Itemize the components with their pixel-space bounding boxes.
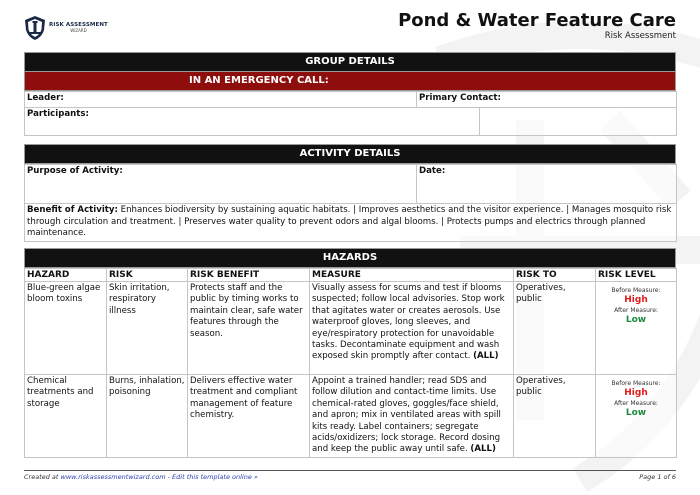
- emergency-call-bar: IN AN EMERGENCY CALL:: [24, 72, 676, 91]
- participants-extra-field[interactable]: [480, 108, 677, 136]
- footer-divider: [24, 470, 676, 471]
- benefit-text: Enhances biodiversity by sustaining aquatic habitats. | Improves aesthetics and the visitor experience. | Manages mosquito risk through circulation and treatment. | Preserves water quality to prevent odors and algal blooms. | Protects pumps and electrics through planned maintenance.: [27, 205, 672, 238]
- brand-logo: [24, 15, 108, 41]
- hazards-section: [24, 248, 676, 458]
- group-details-heading: GROUP DETAILS: [24, 52, 676, 72]
- column-header-risk-to: RISK TO: [514, 269, 596, 282]
- column-header-risk-level: RISK LEVEL: [596, 269, 677, 282]
- participants-field[interactable]: Participants:: [25, 108, 480, 136]
- measure-text: Visually assess for scums and test if blooms suspected; follow local advisories. Stop work that agitates water or creates aerosols. Use waterproof gloves, long sleeves, and eye/respiratory protection for unavoidable tasks. Decontaminate equipment and wash exposed skin promptly after contact.: [312, 283, 505, 362]
- risk-to-cell: Operatives, public: [514, 375, 596, 458]
- hazard-cell: Chemical treatments and storage: [25, 375, 107, 458]
- column-header-risk-benefit: RISK BENEFIT: [188, 269, 310, 282]
- hazard-row: [25, 375, 677, 458]
- after-measure-level: Low: [625, 408, 647, 418]
- column-header-risk: RISK: [107, 269, 188, 282]
- measure-cell: [310, 282, 514, 375]
- logo-line-1: RISK ASSESSMENT: [49, 21, 108, 28]
- risk-cell: Burns, inhalation, poisoning: [107, 375, 188, 458]
- group-details-section: [24, 52, 676, 136]
- activity-details-table: [24, 164, 677, 242]
- measure-tag: (ALL): [473, 351, 499, 362]
- measure-text: Appoint a trained handler; read SDS and follow dilution and contact-time limits. Use chemical-rated gloves, goggles/face shield, and apron; mix in ventilated areas with spill kits ready. Label containers; segregate acids/oxidizers; lock storage. Record dosing and keep the public away until safe.: [312, 376, 501, 455]
- after-measure-label: After Measure:: [614, 307, 658, 314]
- after-measure-label: After Measure:: [614, 400, 658, 407]
- before-measure-level: High: [624, 388, 648, 398]
- page-number: Page 1 of 6: [639, 473, 676, 481]
- benefit-of-activity: [25, 204, 677, 242]
- purpose-field[interactable]: Purpose of Activity:: [25, 165, 417, 204]
- site-link[interactable]: www.riskassessmentwizard.com: [60, 473, 166, 481]
- footer-created-at: Created at: [24, 473, 61, 481]
- logo-line-2: WIZARD: [70, 28, 87, 34]
- measure-tag: (ALL): [470, 444, 496, 455]
- hazard-row: [25, 282, 677, 375]
- column-header-measure: MEASURE: [310, 269, 514, 282]
- risk-cell: Skin irritation, respiratory illness: [107, 282, 188, 375]
- after-measure-level: Low: [625, 315, 647, 325]
- benefit-label: Benefit of Activity:: [27, 205, 118, 215]
- before-measure-level: High: [624, 295, 648, 305]
- hazards-header-row: [25, 269, 677, 282]
- document-title: Pond & Water Feature Care: [398, 10, 676, 31]
- shield-lighthouse-icon: [24, 15, 46, 41]
- risk-level-cell: [596, 282, 677, 375]
- risk-benefit-cell: Delivers effective water treatment and compliant management of feature chemistry.: [188, 375, 310, 458]
- activity-details-heading: ACTIVITY DETAILS: [24, 144, 676, 164]
- risk-level-cell: [596, 375, 677, 458]
- edit-template-link[interactable]: - Edit this template online »: [165, 473, 258, 481]
- hazards-table: [24, 268, 677, 458]
- hazard-cell: Blue-green algae bloom toxins: [25, 282, 107, 375]
- before-measure-label: Before Measure:: [611, 380, 661, 387]
- column-header-hazard: HAZARD: [25, 269, 107, 282]
- document-page: [24, 0, 676, 481]
- footer-credit: [24, 473, 258, 481]
- hazards-heading: HAZARDS: [24, 248, 676, 268]
- page-header: [24, 0, 676, 50]
- before-measure-label: Before Measure:: [611, 287, 661, 294]
- group-details-table: [24, 91, 677, 136]
- primary-contact-field[interactable]: Primary Contact:: [417, 92, 677, 108]
- risk-benefit-cell: Protects staff and the public by timing works to maintain clear, safe water features through the season.: [188, 282, 310, 375]
- activity-details-section: [24, 144, 676, 242]
- risk-to-cell: Operatives, public: [514, 282, 596, 375]
- leader-field[interactable]: Leader:: [25, 92, 417, 108]
- measure-cell: [310, 375, 514, 458]
- date-field[interactable]: Date:: [417, 165, 677, 204]
- document-subtitle: Risk Assessment: [604, 31, 676, 41]
